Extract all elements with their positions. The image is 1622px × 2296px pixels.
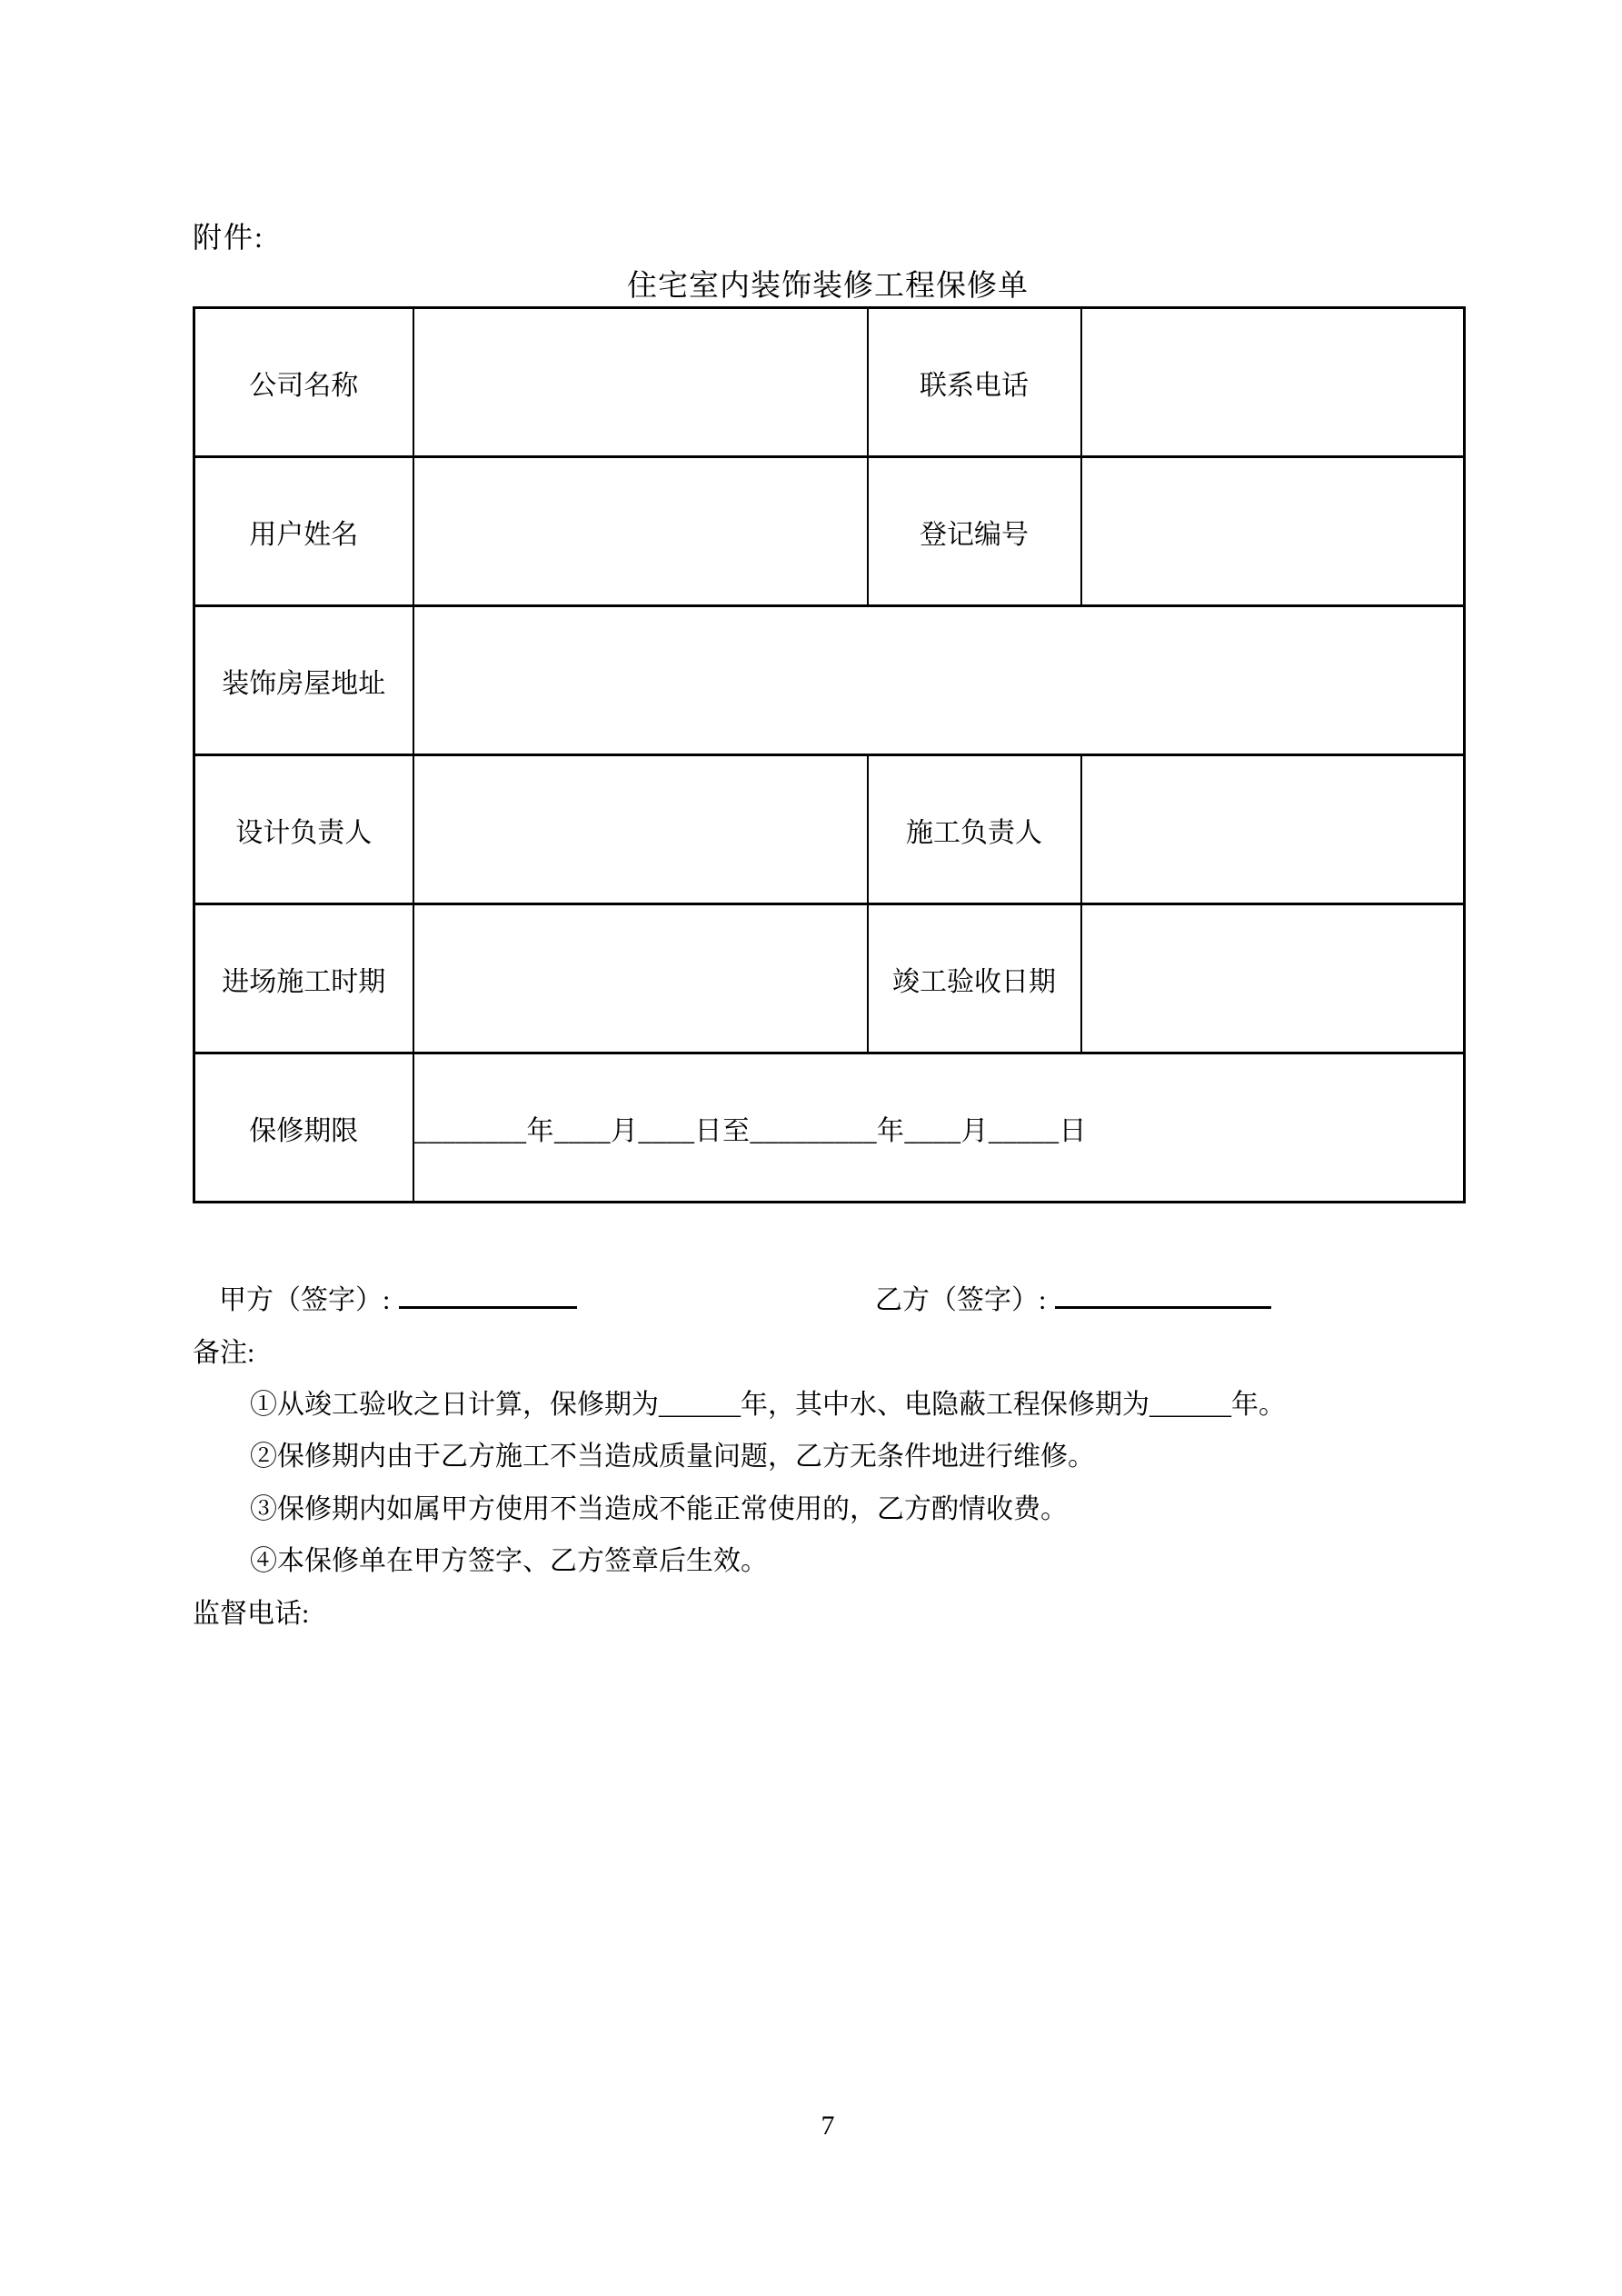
field-label-company-name: 公司名称 xyxy=(194,308,413,457)
warranty-form-table xyxy=(193,306,1466,1203)
field-value-registration-number xyxy=(1081,457,1465,606)
field-label-user-name: 用户姓名 xyxy=(194,457,413,606)
field-label-design-lead: 设计负责人 xyxy=(194,755,413,904)
field-value-completion-acceptance-date xyxy=(1081,904,1465,1053)
field-value-design-lead xyxy=(413,755,868,904)
field-label-completion-acceptance-date: 竣工验收日期 xyxy=(868,904,1081,1053)
party-b-signature-label: 乙方（签字）: xyxy=(875,1285,1047,1315)
field-label-contact-phone: 联系电话 xyxy=(868,308,1081,457)
table-row-responsible xyxy=(194,755,1465,904)
supervision-phone-label: 监督电话: xyxy=(193,1599,310,1629)
field-label-warranty-period: 保修期限 xyxy=(194,1053,413,1203)
field-value-contact-phone xyxy=(1081,308,1465,457)
party-a-signature xyxy=(219,1277,577,1317)
field-label-registration-number: 登记编号 xyxy=(868,457,1081,606)
party-a-signature-label: 甲方（签字）: xyxy=(219,1285,391,1315)
party-b-signature xyxy=(875,1277,1271,1317)
note-item-2: ②保修期内由于乙方施工不当造成质量问题，乙方无条件地进行维修。 xyxy=(250,1442,1095,1472)
field-value-construction-lead xyxy=(1081,755,1465,904)
field-value-warranty-period: ________年____月____日至_________年____月_____日 xyxy=(413,1053,1465,1203)
table-row-user xyxy=(194,457,1465,606)
field-label-construction-lead: 施工负责人 xyxy=(868,755,1081,904)
field-value-house-address xyxy=(413,606,1465,755)
note-item-1: ①从竣工验收之日计算，保修期为______年，其中水、电隐蔽工程保修期为______年。 xyxy=(250,1390,1286,1420)
field-value-company-name xyxy=(413,308,868,457)
page-title: 住宅室内装饰装修工程保修单 xyxy=(627,270,1029,303)
table-row-dates xyxy=(194,904,1465,1053)
note-item-4: ④本保修单在甲方签字、乙方签章后生效。 xyxy=(250,1546,768,1576)
field-label-house-address: 装饰房屋地址 xyxy=(194,606,413,755)
field-value-user-name xyxy=(413,457,868,606)
party-b-signature-line xyxy=(1055,1279,1271,1309)
attachment-label: 附件: xyxy=(193,221,264,254)
table-row-address xyxy=(194,606,1465,755)
field-label-construction-start: 进场施工时期 xyxy=(194,904,413,1053)
table-row-company xyxy=(194,308,1465,457)
field-value-construction-start xyxy=(413,904,868,1053)
table-row-warranty-period xyxy=(194,1053,1465,1203)
note-item-3: ③保修期内如属甲方使用不当造成不能正常使用的，乙方酌情收费。 xyxy=(250,1494,1068,1524)
page-number: 7 xyxy=(821,2111,835,2141)
party-a-signature-line xyxy=(399,1279,577,1309)
notes-header: 备注: xyxy=(193,1338,255,1368)
